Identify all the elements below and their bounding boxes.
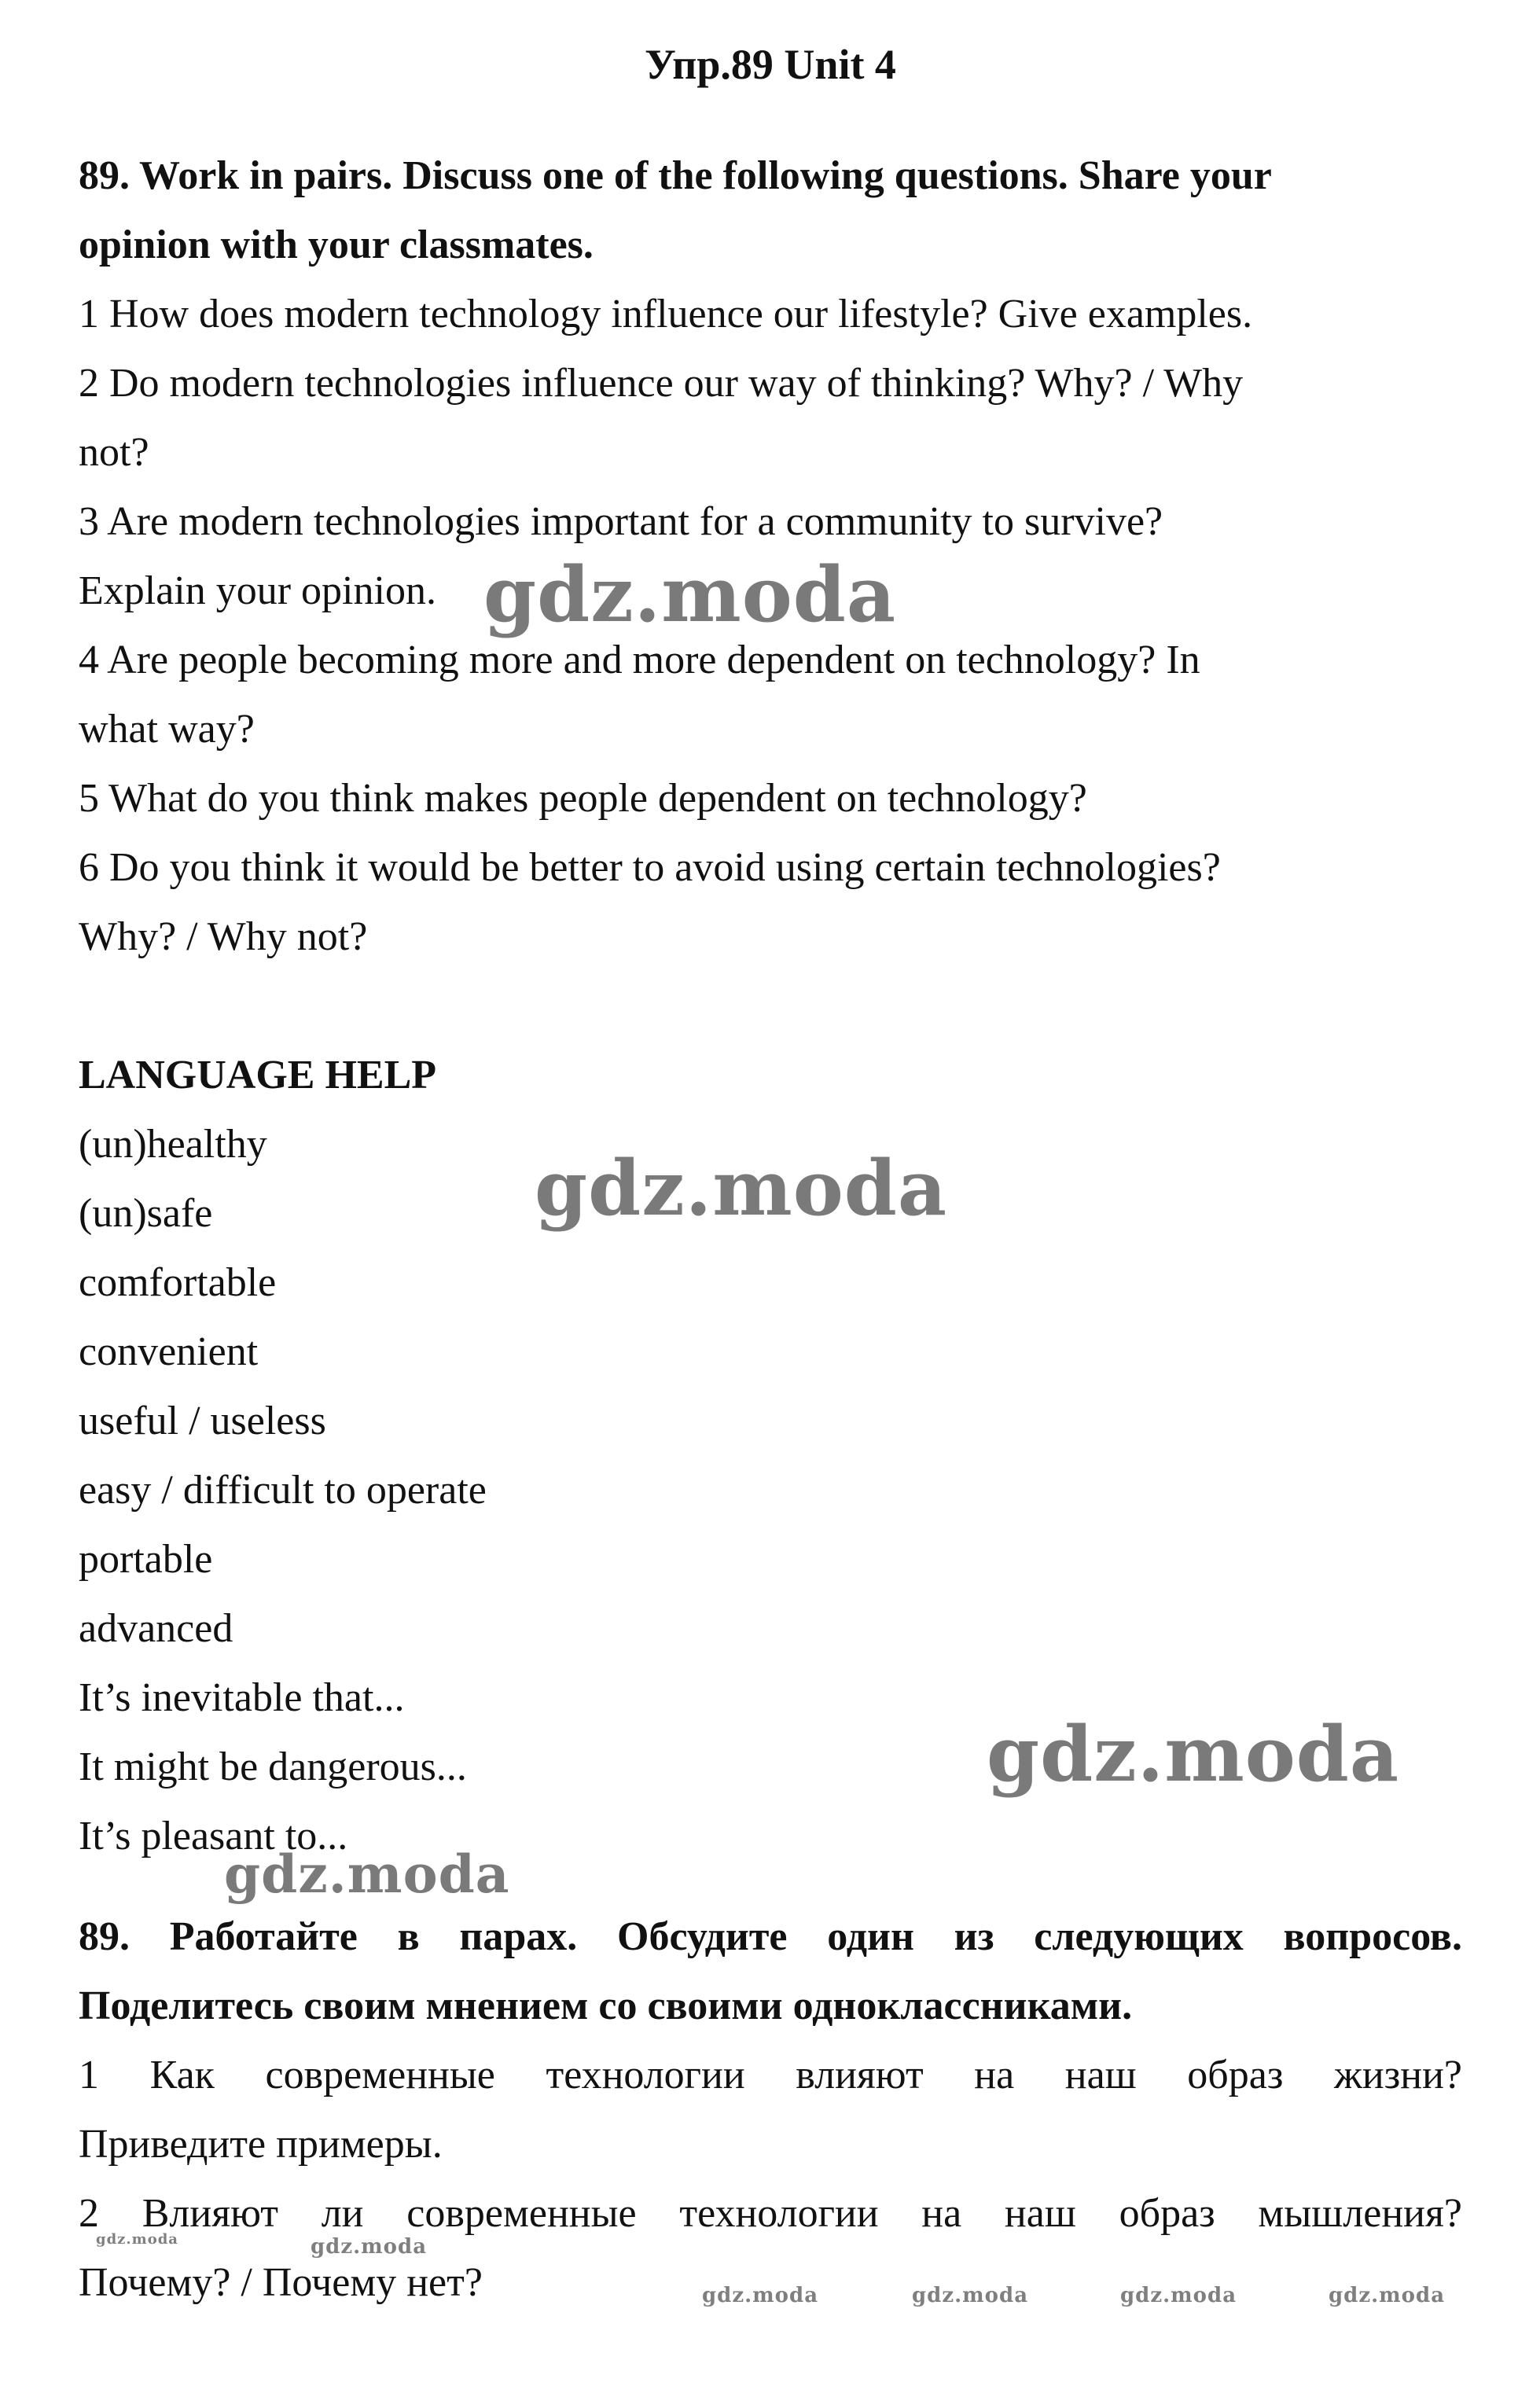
question-line: Why? / Why not? xyxy=(79,914,368,959)
language-help-item: (un)safe xyxy=(79,1191,213,1236)
watermark-text: gdz.moda xyxy=(224,1844,510,1905)
language-help-item: easy / difficult to operate xyxy=(79,1468,487,1513)
ru-task-heading-line-1: 89. Работайте в парах. Обсудите один из следующих вопросов. xyxy=(79,1914,1462,1959)
section-spacer xyxy=(79,972,1462,1041)
watermark-text: gdz.moda xyxy=(535,1144,948,1233)
question-line: what way? xyxy=(79,707,255,752)
question-line: 3 Are modern technologies important for a community to survive? xyxy=(79,499,1163,544)
question-line: 4 Are people becoming more and more dependent on technology? In xyxy=(79,638,1200,682)
question-line: 1 How does modern technology influence our lifestyle? Give examples. xyxy=(79,292,1253,336)
ru-question-line: 1 Как современные технологии влияют на наш образ жизни? xyxy=(79,2053,1462,2097)
language-help-item: It’s inevitable that... xyxy=(79,1675,405,1720)
language-help-item: portable xyxy=(79,1537,213,1582)
question-line: not? xyxy=(79,430,149,475)
question-line: Explain your opinion. xyxy=(79,568,436,613)
watermark-text: gdz.moda xyxy=(702,2284,819,2307)
question-line: 6 Do you think it would be better to avoid using certain technologies? xyxy=(79,845,1221,890)
watermark-text: gdz.moda xyxy=(1120,2284,1237,2307)
ru-question-line: Почему? / Почему нет? xyxy=(79,2260,483,2305)
russian-section xyxy=(79,1903,1462,2318)
language-help-item: It might be dangerous... xyxy=(79,1744,467,1789)
english-section xyxy=(79,142,1462,1871)
ru-task-heading-line-2: Поделитесь своим мнением со своими одноклассниками. xyxy=(79,1983,1133,2028)
question-line: 2 Do modern technologies influence our way of thinking? Why? / Why xyxy=(79,361,1244,406)
language-help-item: advanced xyxy=(79,1606,233,1651)
language-help-item: useful / useless xyxy=(79,1399,326,1443)
language-help-item: convenient xyxy=(79,1329,259,1374)
ru-question-line: Приведите примеры. xyxy=(79,2122,443,2167)
language-help-item: (un)healthy xyxy=(79,1122,267,1167)
watermark-text: gdz.moda xyxy=(483,550,897,639)
watermark-text: gdz.moda xyxy=(311,2235,428,2259)
page-title: Упр.89 Unit 4 xyxy=(645,41,896,88)
watermark-text: gdz.moda xyxy=(912,2284,1029,2307)
task-heading-line-1: 89. Work in pairs. Discuss one of the following questions. Share your xyxy=(79,153,1272,198)
task-heading-line-2: opinion with your classmates. xyxy=(79,222,594,267)
ru-question-line: 2 Влияют ли современные технологии на наш образ мышления? xyxy=(79,2191,1462,2236)
question-line: 5 What do you think makes people dependent on technology? xyxy=(79,776,1087,821)
watermark-text: gdz.moda xyxy=(1329,2284,1446,2307)
watermark-text: gdz.moda xyxy=(987,1710,1400,1799)
language-help-item: comfortable xyxy=(79,1260,277,1305)
language-help-item: It’s pleasant to... xyxy=(79,1814,348,1858)
language-help-heading: LANGUAGE HELP xyxy=(79,1053,437,1097)
watermark-text: gdz.moda xyxy=(96,2231,178,2248)
